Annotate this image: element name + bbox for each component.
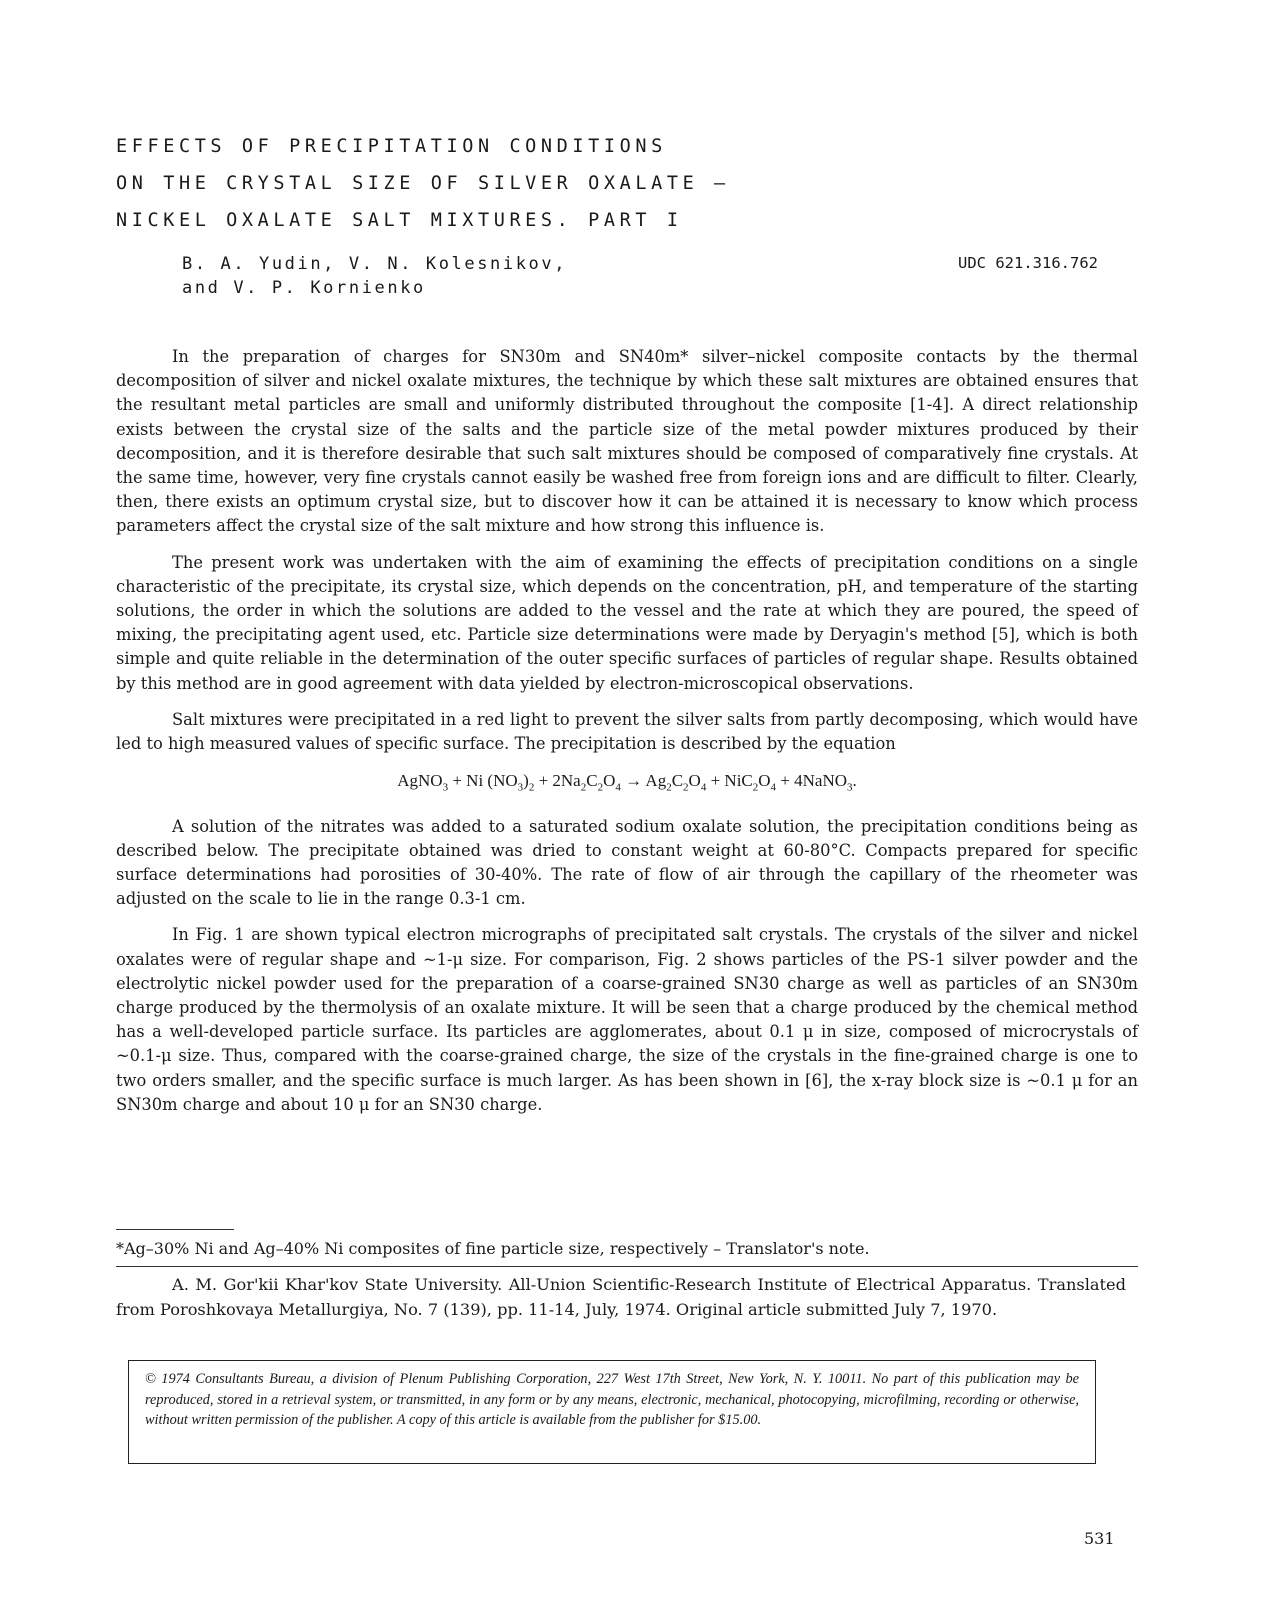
affiliation-note: A. M. Gor'kii Khar'kov State University. All-Union Scientific-Research Institute of Electrical Apparatus. Translated from Poroshkovaya Metallurgiya, No. 7 (139), pp. 11-14, July, 1974. Original article submitted July 7, 1970. xyxy=(116,1275,1126,1319)
page-number: 531 xyxy=(1084,1529,1115,1548)
udc-code: UDC 621.316.762 xyxy=(958,254,1098,272)
body-paragraph: In Fig. 1 are shown typical electron micrographs of precipitated salt crystals. The crystals of the silver and nickel oxalates were of regular shape and ~1-μ size. For comparison, Fig. 2 shows particles of the PS-1 silver powder and the electrolytic nickel powder used for the preparation of a coarse-grained SN30 charge as well as particles of an SN30m charge produced by the thermolysis of an oxalate mixture. It will be seen that a charge produced by the chemical method has a well-developed particle surface. Its particles are agglomerates, about 0.1 μ in size, composed of microcrystals of ~0.1-μ size. Thus, compared with the coarse-grained charge, the size of the crystals in the fine-grained charge is one to two orders smaller, and the specific surface is much larger. As has been shown in [6], the x-ray block size is ~0.1 μ for an SN30m charge and about 10 μ for an SN30 charge. xyxy=(116,925,1138,1114)
article-body xyxy=(116,345,1138,1129)
body-paragraph: A solution of the nitrates was added to a saturated sodium oxalate solution, the precipitation conditions being as described below. The precipitate obtained was dried to constant weight at 60-80°C. Compacts prepared for specific surface determinations had porosities of 30-40%. The rate of flow of air through the capillary of the rheometer was adjusted on the scale to lie in the range 0.3-1 cm. xyxy=(116,816,1138,909)
title-line: ON THE CRYSTAL SIZE OF SILVER OXALATE – xyxy=(116,173,730,194)
affiliation-divider xyxy=(116,1266,1138,1267)
title-line: NICKEL OXALATE SALT MIXTURES. PART I xyxy=(116,210,683,231)
body-paragraph: Salt mixtures were precipitated in a red light to prevent the silver salts from partly decomposing, which would have led to high measured values of specific surface. The precipitation is described by the equation xyxy=(116,709,1138,754)
author-line: B. A. Yudin, V. N. Kolesnikov, xyxy=(182,254,568,274)
chemical-equation: AgNO$_3$ + Ni $(NO_3)_2 + 2Na_2C_2O_4 \to Ag_2C_2O_4 + NiC_2O_4$ + 4NaNO$_3$. xyxy=(397,771,857,794)
article-title xyxy=(116,128,756,239)
footnote-divider xyxy=(116,1229,234,1230)
copyright-notice: © 1974 Consultants Bureau, a division of Plenum Publishing Corporation, 227 West 17th Street, New York, N. Y. 10011. No part of this publication may be reproduced, stored in a retrieval system, or transmitted, in any form or by any means, electronic, mechanical, photocopying, microfilming, recording or otherwise, without written permission of the publisher. A copy of this article is available from the publisher for $15.00. xyxy=(145,1371,1079,1428)
reaction-arrow: → xyxy=(620,771,646,791)
author-list xyxy=(182,252,567,300)
title-line: EFFECTS OF PRECIPITATION CONDITIONS xyxy=(116,136,667,157)
body-paragraph: The present work was undertaken with the aim of examining the effects of precipitation conditions on a single characteristic of the precipitate, its crystal size, which depends on the concentration, pH, and temperature of the starting solutions, the order in which the solutions are added to the vessel and the rate at which they are poured, the speed of mixing, the precipitating agent used, etc. Particle size determinations were made by Deryagin's method [5], which is both simple and quite reliable in the determination of the outer specific surfaces of particles of regular shape. Results obtained by this method are in good agreement with data yielded by electron-microscopical observations. xyxy=(116,552,1138,693)
author-line: and V. P. Kornienko xyxy=(182,278,426,298)
body-paragraph: In the preparation of charges for SN30m and SN40m* silver–nickel composite contacts by the thermal decomposition of silver and nickel oxalate mixtures, the technique by which these salt mixtures are obtained ensures that the resultant metal particles are small and uniformly distributed throughout the composite [1-4]. A direct relationship exists between the crystal size of the salts and the particle size of the metal powder mixtures produced by their decomposition, and it is therefore desirable that such salt mixtures should be composed of comparatively fine crystals. At the same time, however, very fine crystals cannot easily be washed free from foreign ions and are difficult to filter. Clearly, then, there exists an optimum crystal size, but to discover how it can be attained it is necessary to know which process parameters affect the crystal size of the salt mixture and how strong this influence is. xyxy=(116,347,1138,536)
copyright-box xyxy=(128,1360,1096,1464)
translator-footnote: *Ag–30% Ni and Ag–40% Ni composites of fine particle size, respectively – Translator's note. xyxy=(116,1239,870,1258)
